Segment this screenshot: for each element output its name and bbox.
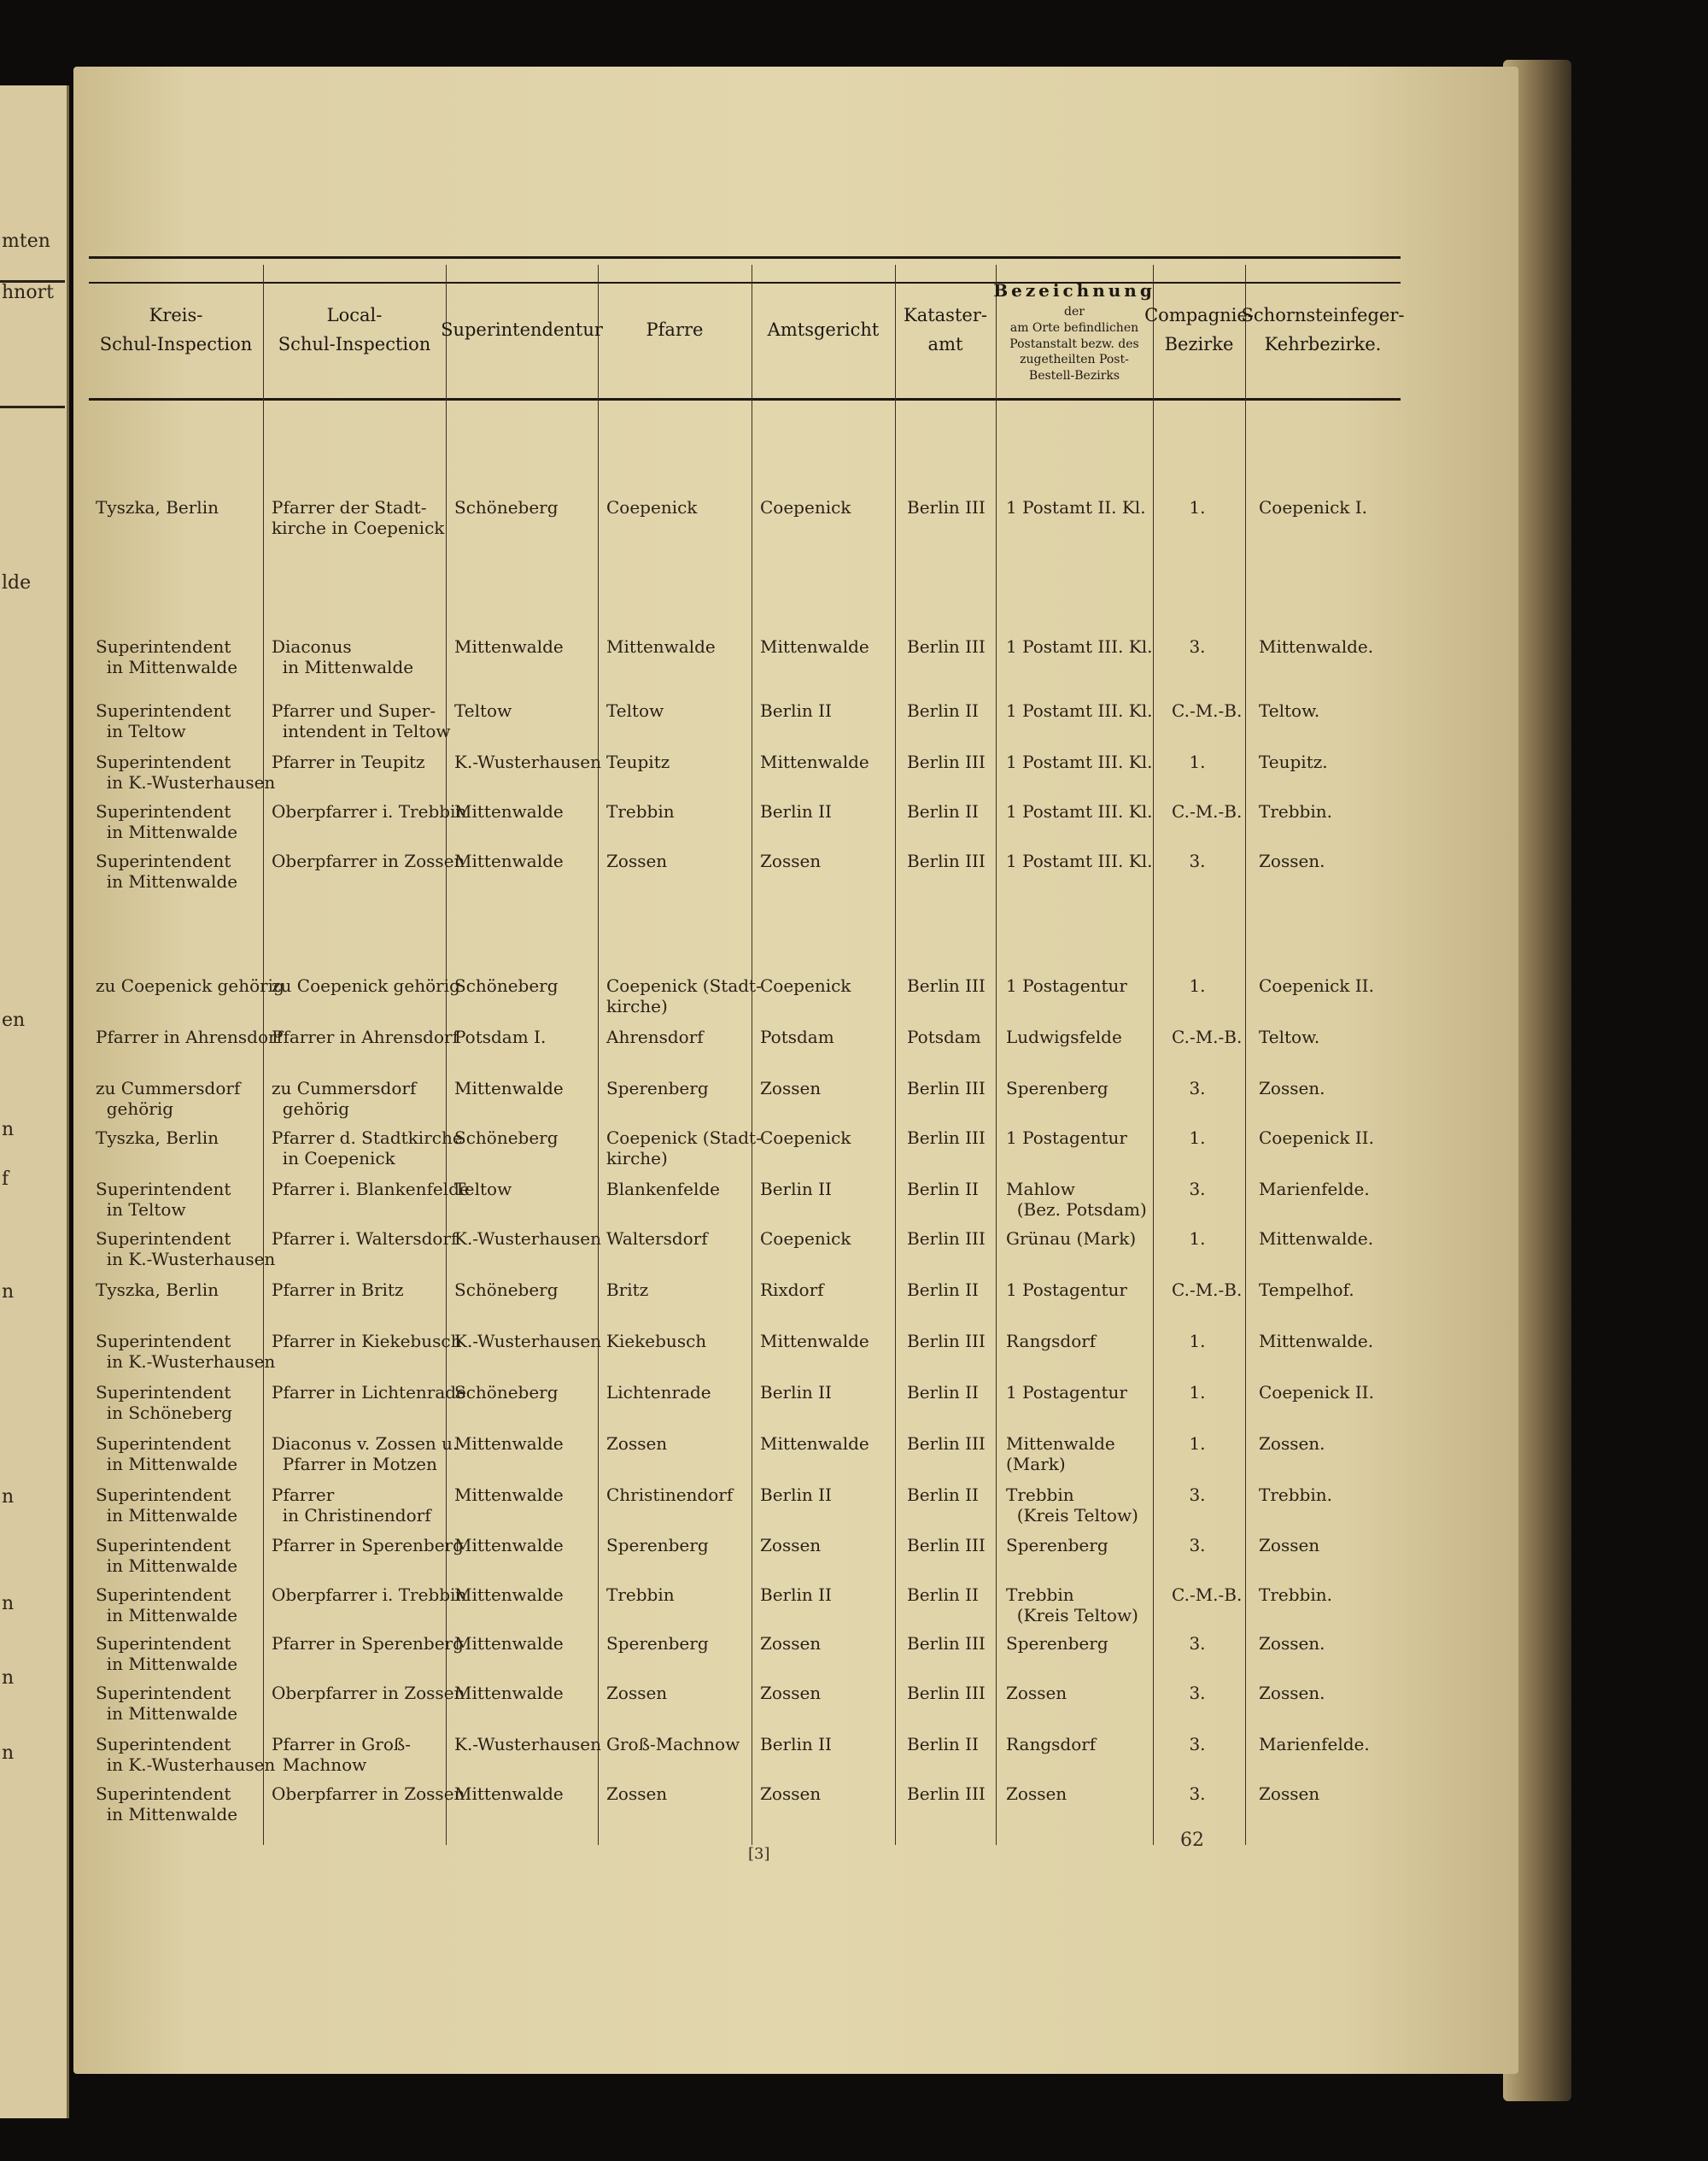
table-cell: Mittenwalde (606, 636, 716, 657)
table-cell: 1 Postamt III. Kl. (1006, 801, 1153, 822)
table-cell: Zossen. (1259, 851, 1325, 871)
table-cell: Berlin II (907, 801, 979, 822)
left-page-fragment: f (2, 1168, 9, 1190)
table-cell: Tyszka, Berlin (96, 497, 219, 518)
table-cell: Superintendent in Mittenwalde (96, 851, 238, 892)
table-cell: Pfarrer in Groß- Machnow (272, 1734, 411, 1775)
table-cell: Christinendorf (606, 1485, 734, 1505)
table-cell: Superintendent in Mittenwalde (96, 1433, 238, 1474)
table-cell: Berlin III (907, 1433, 986, 1454)
table-cell: zu Cummersdorf gehörig (96, 1078, 241, 1119)
table-cell: Berlin III (907, 1331, 986, 1351)
table-cell: 3. (1189, 1734, 1206, 1754)
table-cell: Teltow. (1259, 1027, 1320, 1047)
table-cell: 1. (1189, 497, 1206, 518)
table-cell: Zossen (1259, 1783, 1320, 1804)
page-number: 62 (1180, 1830, 1204, 1851)
table-cell: 1. (1189, 1382, 1206, 1403)
table-cell: Pfarrer in Britz (272, 1280, 404, 1300)
table-cell: Zossen (606, 1783, 668, 1804)
table-cell: Berlin III (907, 1683, 986, 1703)
table-cell: Pfarrer in Sperenberg (272, 1633, 464, 1654)
table-cell: Berlin II (907, 1584, 979, 1605)
table-cell: Tempelhof. (1259, 1280, 1354, 1300)
table-cell: Mittenwalde (760, 636, 869, 657)
left-page-fragment: mten (2, 231, 50, 252)
table-cell: Mittenwalde. (1259, 636, 1374, 657)
table-cell: Superintendent in Mittenwalde (96, 1683, 238, 1724)
table-cell: Kiekebusch (606, 1331, 707, 1351)
table-cell: 1. (1189, 1331, 1206, 1351)
table-cell: Trebbin (606, 801, 675, 822)
table-cell: 3. (1189, 636, 1206, 657)
table-cell: Schöneberg (454, 1127, 559, 1148)
table-cell: Grünau (Mark) (1006, 1228, 1137, 1249)
table-cell: Marienfelde. (1259, 1179, 1370, 1199)
table-cell: Coepenick II. (1259, 1127, 1374, 1148)
table-cell: Teupitz (606, 752, 670, 772)
table-cell: Teupitz. (1259, 752, 1328, 772)
table-cell: Mittenwalde (454, 1078, 564, 1098)
column-header: Local- Schul-Inspection (278, 305, 431, 354)
table-cell: Potsdam I. (454, 1027, 547, 1047)
left-page-fragment: n (2, 1486, 15, 1508)
column-divider (598, 265, 599, 1845)
table-cell: Trebbin. (1259, 1485, 1332, 1505)
table-cell: Pfarrer in Sperenberg (272, 1535, 464, 1555)
table-cell: Berlin II (760, 700, 832, 721)
table-cell: Potsdam (907, 1027, 981, 1047)
table-cell: C.-M.-B. (1172, 801, 1243, 822)
table-cell: 3. (1189, 1535, 1206, 1555)
table-cell: 1 Postagentur (1006, 1127, 1127, 1148)
table-cell: Marienfelde. (1259, 1734, 1370, 1754)
table-cell: Zossen (760, 1783, 822, 1804)
table-cell: Berlin II (907, 1280, 979, 1300)
table-cell: Trebbin (Kreis Teltow) (1006, 1584, 1138, 1625)
table-cell: Berlin II (907, 1179, 979, 1199)
table-cell: Zossen (760, 851, 822, 871)
table-cell: 1 Postagentur (1006, 975, 1127, 996)
table-cell: Tyszka, Berlin (96, 1127, 219, 1148)
table-cell: Zossen (760, 1683, 822, 1703)
table-cell: 1. (1189, 975, 1206, 996)
table-cell: K.-Wusterhausen (454, 1734, 601, 1754)
table-cell: Superintendent in Mittenwalde (96, 1783, 238, 1824)
column-divider (895, 265, 896, 1845)
table-cell: K.-Wusterhausen (454, 1228, 601, 1249)
sheet-mark: [3] (748, 1845, 770, 1863)
table-cell: Mittenwalde (454, 1584, 564, 1605)
table-cell: C.-M.-B. (1172, 1280, 1243, 1300)
table-cell: Berlin II (907, 700, 979, 721)
table-cell: Sperenberg (1006, 1633, 1108, 1654)
table-cell: Zossen. (1259, 1078, 1325, 1098)
table-cell: Berlin III (907, 636, 986, 657)
table-cell: Superintendent in Mittenwalde (96, 1633, 238, 1674)
table-cell: Teltow. (1259, 700, 1320, 721)
table-cell: Superintendent in Mittenwalde (96, 1485, 238, 1526)
table-cell: 3. (1189, 1078, 1206, 1098)
column-header: Schornsteinfeger- Kehrbezirke. (1241, 305, 1405, 354)
table-cell: 3. (1189, 1633, 1206, 1654)
table-cell: Berlin III (907, 1127, 986, 1148)
table-cell: Zossen (760, 1078, 822, 1098)
table-cell: Schöneberg (454, 1280, 559, 1300)
left-page-rule (0, 406, 65, 408)
table-cell: Pfarrer der Stadt- kirche in Coepenick (272, 497, 445, 538)
table-cell: Coepenick (760, 1228, 851, 1249)
table-cell: Mittenwalde (454, 1433, 564, 1454)
table-cell: Zossen. (1259, 1633, 1325, 1654)
column-header-title: Bezeichnung (993, 279, 1155, 301)
header-bottom-rule (89, 398, 1401, 401)
column-divider (446, 265, 447, 1845)
left-page-fragment: n (2, 1593, 15, 1614)
table-cell: Superintendent in Teltow (96, 700, 231, 741)
column-header: Kreis- Schul-Inspection (99, 305, 253, 354)
table-cell: Oberpfarrer in Zossen (272, 851, 465, 871)
table-cell: Zossen (1006, 1683, 1068, 1703)
table-cell: 1 Postamt III. Kl. (1006, 752, 1153, 772)
column-header: Pfarre (646, 319, 704, 341)
left-page-edge (0, 85, 69, 2118)
table-cell: Coepenick I. (1259, 497, 1368, 518)
column-header: Amtsgericht (767, 319, 880, 341)
table-cell: Sperenberg (606, 1633, 709, 1654)
table-cell: 1 Postamt III. Kl. (1006, 700, 1153, 721)
table-cell: Pfarrer in Teupitz (272, 752, 425, 772)
table-cell: Berlin II (760, 1382, 832, 1403)
table-cell: Coepenick II. (1259, 1382, 1374, 1403)
left-page-fragment: n (2, 1742, 15, 1764)
table-cell: Zossen (606, 851, 668, 871)
table-cell: K.-Wusterhausen (454, 1331, 601, 1351)
table-cell: 1 Postagentur (1006, 1382, 1127, 1403)
table-cell: Berlin II (907, 1485, 979, 1505)
table-cell: Tyszka, Berlin (96, 1280, 219, 1300)
table-cell: Diaconus v. Zossen u. Pfarrer in Motzen (272, 1433, 459, 1474)
table-cell: Groß-Machnow (606, 1734, 740, 1754)
table-cell: Teltow (606, 700, 664, 721)
table-cell: Mittenwalde (454, 801, 564, 822)
table-cell: Teltow (454, 1179, 512, 1199)
table-cell: Coepenick (760, 497, 851, 518)
table-cell: 3. (1189, 1485, 1206, 1505)
table-cell: Superintendent in Mittenwalde (96, 1584, 238, 1625)
table-cell: 3. (1189, 1783, 1206, 1804)
table-cell: Schöneberg (454, 1382, 559, 1403)
table-cell: Oberpfarrer i. Trebbin (272, 1584, 467, 1605)
table-cell: Pfarrer in Christinendorf (272, 1485, 431, 1526)
table-cell: Oberpfarrer in Zossen (272, 1783, 465, 1804)
table-cell: 1 Postagentur (1006, 1280, 1127, 1300)
table-cell: Coepenick (Stadt- kirche) (606, 975, 762, 1016)
table-cell: Mittenwalde (454, 851, 564, 871)
table-cell: Mittenwalde (454, 636, 564, 657)
table-cell: Pfarrer in Lichtenrade (272, 1382, 466, 1403)
table-cell: Ludwigsfelde (1006, 1027, 1122, 1047)
table-cell: Sperenberg (606, 1535, 709, 1555)
table-cell: 1. (1189, 1228, 1206, 1249)
table-cell: Schöneberg (454, 975, 559, 996)
table-cell: Berlin II (760, 1734, 832, 1754)
table-cell: Ahrensdorf (606, 1027, 704, 1047)
table-cell: Pfarrer i. Blankenfelde (272, 1179, 470, 1199)
table-cell: Oberpfarrer i. Trebbin (272, 801, 467, 822)
table-cell: Berlin III (907, 1783, 986, 1804)
table-cell: Teltow (454, 700, 512, 721)
table-cell: Pfarrer in Ahrensdorf (96, 1027, 283, 1047)
table-cell: Mittenwalde (454, 1783, 564, 1804)
column-divider (1153, 265, 1154, 1845)
table-cell: Trebbin (Kreis Teltow) (1006, 1485, 1138, 1526)
table-cell: Superintendent in Mittenwalde (96, 1535, 238, 1576)
table-cell: Berlin III (907, 1633, 986, 1654)
table-cell: Mittenwalde (760, 1433, 869, 1454)
table-cell: Trebbin. (1259, 801, 1332, 822)
table-cell: Berlin II (907, 1382, 979, 1403)
table-cell: 1 Postamt II. Kl. (1006, 497, 1146, 518)
table-cell: Berlin II (760, 801, 832, 822)
table-cell: Zossen. (1259, 1433, 1325, 1454)
table-cell: Pfarrer d. Stadtkirche in Coepenick (272, 1127, 463, 1168)
table-cell: Sperenberg (1006, 1078, 1108, 1098)
table-cell: Superintendent in K.-Wusterhausen (96, 1228, 276, 1269)
table-cell: 3. (1189, 1179, 1206, 1199)
column-divider (1245, 265, 1246, 1845)
table-cell: Berlin II (760, 1179, 832, 1199)
table-cell: Coepenick (760, 975, 851, 996)
table-cell: Sperenberg (1006, 1535, 1108, 1555)
left-page-fragment: lde (2, 572, 32, 594)
table-cell: Coepenick (760, 1127, 851, 1148)
table-cell: Berlin II (760, 1485, 832, 1505)
table-cell: Berlin III (907, 975, 986, 996)
table-cell: Schöneberg (454, 497, 559, 518)
table-cell: Mittenwalde. (1259, 1331, 1374, 1351)
table-cell: K.-Wusterhausen (454, 752, 601, 772)
table-cell: Coepenick (Stadt- kirche) (606, 1127, 762, 1168)
table-cell: Blankenfelde (606, 1179, 721, 1199)
left-page-fragment: hnort (2, 282, 54, 303)
column-divider (263, 265, 264, 1845)
table-cell: Zossen. (1259, 1683, 1325, 1703)
table-cell: Zossen (760, 1633, 822, 1654)
table-cell: Pfarrer und Super- intendent in Teltow (272, 700, 451, 741)
table-cell: 1. (1189, 752, 1206, 772)
left-page-fragment: n (2, 1281, 15, 1303)
table-cell: Mittenwalde (454, 1535, 564, 1555)
table-cell: zu Cummersdorf gehörig (272, 1078, 417, 1119)
table-cell: 1. (1189, 1127, 1206, 1148)
table-cell: Mittenwalde (Mark) (1006, 1433, 1115, 1474)
table-cell: 3. (1189, 1683, 1206, 1703)
column-header: Superintendentur (441, 319, 603, 341)
column-header-bezeichnung (993, 266, 1155, 395)
column-header: Kataster- amt (904, 305, 987, 354)
table-cell: Berlin III (907, 1535, 986, 1555)
table-cell: Diaconus in Mittenwalde (272, 636, 414, 677)
table-cell: Berlin III (907, 497, 986, 518)
column-header: Compagnie- Bezirke (1144, 305, 1254, 354)
table-cell: Rangsdorf (1006, 1734, 1097, 1754)
table-cell: Mittenwalde (454, 1683, 564, 1703)
table-cell: Trebbin (606, 1584, 675, 1605)
table-cell: Mittenwalde (454, 1485, 564, 1505)
table-cell: Zossen (606, 1433, 668, 1454)
table-cell: Mahlow (Bez. Potsdam) (1006, 1179, 1147, 1220)
table-cell: Zossen (1006, 1783, 1068, 1804)
table-cell: Pfarrer in Kiekebusch (272, 1331, 462, 1351)
table-cell: Coepenick (606, 497, 698, 518)
table-cell: Pfarrer in Ahrensdorf (272, 1027, 459, 1047)
left-page-fragment: n (2, 1119, 15, 1140)
table-cell: Mittenwalde. (1259, 1228, 1374, 1249)
table-cell: Berlin III (907, 1078, 986, 1098)
table-cell: Oberpfarrer in Zossen (272, 1683, 465, 1703)
table-cell: Zossen (606, 1683, 668, 1703)
table-cell: zu Coepenick gehörig (272, 975, 460, 996)
table-cell: Coepenick II. (1259, 975, 1374, 996)
table-cell: 1. (1189, 1433, 1206, 1454)
table-cell: Britz (606, 1280, 649, 1300)
table-cell: Superintendent in Mittenwalde (96, 801, 238, 842)
table-cell: Mittenwalde (760, 752, 869, 772)
table-cell: Rixdorf (760, 1280, 824, 1300)
table-cell: Mittenwalde (760, 1331, 869, 1351)
table-cell: Berlin III (907, 851, 986, 871)
table-cell: Superintendent in Teltow (96, 1179, 231, 1220)
table-cell: C.-M.-B. (1172, 700, 1243, 721)
table-cell: Superintendent in K.-Wusterhausen (96, 752, 276, 793)
table-cell: Berlin II (760, 1584, 832, 1605)
table-cell: Superintendent in Schöneberg (96, 1382, 232, 1423)
table-cell: Zossen (1259, 1535, 1320, 1555)
column-header-subtitle: der am Orte befindlichen Postanstalt bezw. des zugetheilten Post- Bestell-Bezirks (1009, 304, 1139, 384)
table-cell: Pfarrer i. Waltersdorf (272, 1228, 458, 1249)
table-cell: Trebbin. (1259, 1584, 1332, 1605)
table-cell: Berlin II (907, 1734, 979, 1754)
table-cell: Berlin III (907, 1228, 986, 1249)
left-page-fragment: n (2, 1667, 15, 1689)
table-cell: 1 Postamt III. Kl. (1006, 636, 1153, 657)
table-cell: 3. (1189, 851, 1206, 871)
table-cell: C.-M.-B. (1172, 1584, 1243, 1605)
table-cell: Potsdam (760, 1027, 834, 1047)
table-cell: 1 Postamt III. Kl. (1006, 851, 1153, 871)
table-cell: Sperenberg (606, 1078, 709, 1098)
table-cell: Zossen (760, 1535, 822, 1555)
table-cell: Berlin III (907, 752, 986, 772)
table-cell: Waltersdorf (606, 1228, 708, 1249)
table-cell: Superintendent in Mittenwalde (96, 636, 238, 677)
table-cell: Superintendent in K.-Wusterhausen (96, 1734, 276, 1775)
table-cell: Superintendent in K.-Wusterhausen (96, 1331, 276, 1372)
table-cell: C.-M.-B. (1172, 1027, 1243, 1047)
header-top-rule (89, 256, 1401, 259)
table-cell: zu Coepenick gehörig (96, 975, 284, 996)
left-page-fragment: en (2, 1010, 26, 1031)
table-cell: Lichtenrade (606, 1382, 711, 1403)
table-cell: Rangsdorf (1006, 1331, 1097, 1351)
table-cell: Mittenwalde (454, 1633, 564, 1654)
column-divider (996, 265, 997, 1845)
